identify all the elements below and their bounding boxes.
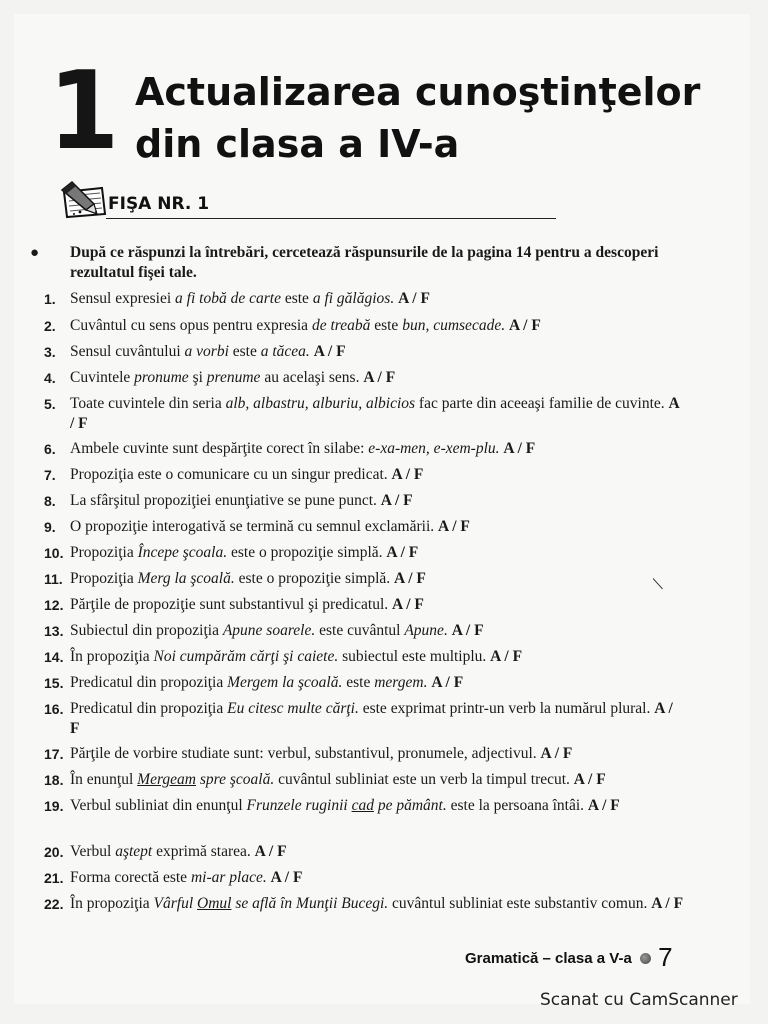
answer-choice: A / F	[587, 797, 620, 814]
question-text	[44, 621, 684, 641]
question-text-part: au acelaşi sens.	[260, 369, 360, 386]
question-number: 3.	[44, 344, 56, 360]
question-text	[44, 439, 684, 459]
question-text-part: Cuvintele	[70, 369, 135, 386]
question-text-part: mergem.	[374, 674, 428, 691]
bullet-icon: ●	[30, 245, 40, 261]
question-number: 5.	[44, 396, 56, 412]
question-item	[44, 368, 684, 388]
answer-choice: A / F	[398, 290, 430, 307]
question-item	[44, 491, 684, 511]
answer-choice: A / F	[270, 869, 303, 886]
question-text-part: Toate cuvintele din seria	[70, 395, 226, 412]
question-number: 9.	[44, 519, 56, 535]
answer-choice: A / F	[70, 395, 679, 432]
question-item	[44, 621, 684, 641]
question-text-part: Vârful	[153, 895, 198, 912]
question-text	[44, 517, 684, 537]
question-number: 14.	[44, 649, 64, 665]
question-text	[44, 543, 684, 563]
question-text-part: Frunzele ruginii	[246, 797, 352, 814]
underlined-word: Omul	[197, 895, 232, 912]
question-text-part: În enunţul	[70, 771, 138, 788]
question-text-part: cuvântul subliniat este substantiv comun.	[388, 895, 648, 912]
question-text-part: a vorbi	[184, 343, 229, 360]
question-item	[44, 289, 684, 309]
question-text	[44, 868, 684, 888]
question-text-part: este	[370, 317, 403, 334]
footer-dot-icon	[640, 953, 651, 964]
question-text-part: Începe şcoala.	[137, 544, 228, 561]
question-text-part: este	[280, 290, 313, 307]
question-number: 12.	[44, 597, 64, 613]
question-number: 22.	[44, 896, 64, 912]
question-item	[44, 342, 684, 362]
page-number: 7	[658, 942, 673, 972]
question-text-part: a fi tobă de carte	[175, 290, 281, 307]
question-number: 11.	[44, 571, 63, 587]
question-text-part: Predicatul din propoziţia	[70, 674, 228, 691]
question-text	[44, 465, 684, 485]
question-text-part: este la persoana întâi.	[446, 797, 585, 814]
instructions	[30, 243, 690, 283]
question-item	[44, 394, 684, 434]
answer-choice: A / F	[451, 622, 484, 639]
question-text-part: Predicatul din propoziţia	[70, 700, 228, 717]
question-item	[44, 796, 684, 816]
question-text-part: Părţile de propoziţie sunt substantivul şi predicatul.	[70, 596, 389, 613]
question-text	[44, 744, 684, 764]
question-number: 16.	[44, 701, 64, 717]
question-text-part: pe pământ.	[373, 797, 447, 814]
answer-choice: A / F	[490, 648, 523, 665]
question-text	[44, 569, 684, 589]
question-text	[44, 342, 684, 362]
question-text-part: bun, cumsecade.	[402, 317, 506, 334]
question-item	[44, 673, 684, 693]
question-number: 2.	[44, 318, 56, 334]
question-text-part: fac parte din aceeaşi familie de cuvinte.	[415, 395, 665, 412]
question-text-part: mi-ar place.	[190, 869, 267, 886]
scanner-watermark: Scanat cu CamScanner	[540, 990, 738, 1010]
question-text	[44, 491, 684, 511]
question-text-part: Propoziţia	[70, 570, 138, 587]
question-number: 15.	[44, 675, 64, 691]
question-text	[44, 647, 684, 667]
question-number: 13.	[44, 623, 64, 639]
question-text-part: Forma corectă este	[70, 869, 191, 886]
question-text-part: alb, albastru, alburiu, albicios	[225, 395, 416, 412]
question-text-part: aştept	[115, 843, 153, 860]
question-text-part: Verbul	[70, 843, 116, 860]
footer-label: Gramatică – clasa a V-a	[465, 950, 632, 967]
answer-choice: A / F	[651, 895, 684, 912]
question-number: 21.	[44, 870, 64, 886]
answer-choice: A / F	[254, 843, 287, 860]
question-text-part: spre şcoală.	[195, 771, 275, 788]
question-item	[44, 868, 684, 888]
instructions-text: După ce răspunzi la întrebări, cercetează răspunsurile de la pagina 14 pentru a descoperi rezultatul fişei tale.	[70, 244, 659, 281]
question-text-part: este exprimat printr-un verb la numărul plural.	[358, 700, 651, 717]
question-number: 6.	[44, 441, 56, 457]
answer-choice: A / F	[391, 466, 424, 483]
question-text-part: Noi cumpărăm cărţi şi caiete.	[153, 648, 339, 665]
question-text-part: O propoziţie interogativă se termină cu semnul exclamării.	[70, 518, 435, 535]
question-item	[44, 543, 684, 563]
question-number: 18.	[44, 772, 64, 788]
sheet-title-rule	[106, 218, 556, 219]
question-text-part: Merg la şcoală.	[137, 570, 235, 587]
question-item	[44, 316, 684, 336]
question-text	[44, 699, 684, 739]
question-text	[44, 673, 684, 693]
question-item	[44, 744, 684, 764]
question-text-part: e-xa-men, e-xem-plu.	[368, 440, 500, 457]
answer-choice: A / F	[313, 343, 346, 360]
question-item	[44, 699, 684, 739]
answer-choice: A / F	[363, 369, 396, 386]
answer-choice: A / F	[503, 440, 536, 457]
sheet-header	[58, 178, 498, 222]
question-item	[44, 465, 684, 485]
underlined-word: Mergeam	[137, 771, 196, 788]
question-text-part: La sfârşitul propoziţiei enunţiative se pune punct.	[70, 492, 377, 509]
question-text-part: este o propoziţie simplă.	[234, 570, 391, 587]
question-number: 8.	[44, 493, 56, 509]
question-text-part: Eu citesc multe cărţi.	[227, 700, 359, 717]
question-text-part: Apune.	[404, 622, 448, 639]
question-text	[44, 595, 684, 615]
question-text-part: a tăcea.	[260, 343, 310, 360]
question-item	[44, 569, 684, 589]
question-number: 1.	[44, 291, 56, 307]
question-text-part: Cuvântul cu sens opus pentru expresia	[70, 317, 312, 334]
question-item	[44, 647, 684, 667]
question-text-part: Apune soarele.	[222, 622, 316, 639]
chapter-number: 1	[48, 49, 120, 174]
question-text-part: Subiectul din propoziţia	[70, 622, 223, 639]
question-number: 19.	[44, 798, 64, 814]
question-number: 10.	[44, 545, 64, 561]
question-text-part: este cuvântul	[315, 622, 405, 639]
question-text-part: este	[342, 674, 375, 691]
answer-choice: A / F	[386, 544, 419, 561]
question-item	[44, 842, 684, 862]
question-text-part: a fi gălăgios.	[312, 290, 395, 307]
question-text	[44, 316, 684, 336]
question-text-part: În propoziţia	[70, 648, 154, 665]
question-text-part: şi	[188, 369, 207, 386]
answer-choice: A / F	[392, 596, 424, 613]
underlined-word: cad	[351, 797, 374, 814]
answer-choice: A / F	[394, 570, 426, 587]
question-text	[44, 842, 684, 862]
question-item	[44, 595, 684, 615]
page-footer	[465, 942, 673, 973]
chapter-title-line-1: Actualizarea cunoştinţelor	[135, 70, 701, 114]
chapter-title-line-2: din clasa a IV-a	[135, 122, 460, 166]
answer-choice: A / F	[573, 771, 606, 788]
question-text-part: exprimă starea.	[152, 843, 251, 860]
chapter-title	[135, 66, 700, 170]
question-text-part: pronume	[134, 369, 189, 386]
question-text-part: Mergem la şcoală.	[227, 674, 343, 691]
question-number: 4.	[44, 370, 56, 386]
question-text	[44, 894, 684, 914]
question-text-part: Sensul expresiei	[70, 290, 176, 307]
question-item	[44, 439, 684, 459]
question-text-part: se află în Munţii Bucegi.	[231, 895, 389, 912]
question-text-part: Propoziţia	[70, 544, 138, 561]
question-text-part: prenume	[206, 369, 261, 386]
question-item	[44, 894, 684, 914]
question-item	[44, 770, 684, 790]
question-text-part: este o propoziţie simplă.	[227, 544, 383, 561]
question-item	[44, 517, 684, 537]
answer-choice: A / F	[508, 317, 541, 334]
answer-choice: A / F	[70, 700, 673, 737]
question-text-part: subiectul este multiplu.	[338, 648, 487, 665]
answer-choice: A / F	[540, 745, 573, 762]
question-text	[44, 770, 684, 790]
question-text-part: este	[228, 343, 261, 360]
question-text	[44, 289, 684, 309]
pencil-paper-icon	[58, 178, 110, 220]
question-number: 20.	[44, 844, 64, 860]
question-text-part: Sensul cuvântului	[70, 343, 185, 360]
question-text-part: cuvântul subliniat este un verb la timpul trecut.	[274, 771, 570, 788]
question-text	[44, 796, 684, 816]
question-text-part: Propoziţia este o comunicare cu un singur predicat.	[70, 466, 388, 483]
question-text-part: În propoziţia	[70, 895, 154, 912]
question-text	[44, 368, 684, 388]
sheet-title: FIŞA NR. 1	[108, 194, 210, 214]
question-text-part: Verbul subliniat din enunţul	[70, 797, 247, 814]
question-text-part: de treabă	[311, 317, 371, 334]
question-number: 7.	[44, 467, 56, 483]
answer-choice: A / F	[438, 518, 470, 535]
question-text-part: Părţile de vorbire studiate sunt: verbul, substantivul, pronumele, adjectivul.	[70, 745, 537, 762]
question-text-part: Ambele cuvinte sunt despărţite corect în silabe:	[70, 440, 369, 457]
answer-choice: A / F	[380, 492, 413, 509]
answer-choice: A / F	[431, 674, 464, 691]
question-text	[44, 394, 684, 434]
question-number: 17.	[44, 746, 64, 762]
